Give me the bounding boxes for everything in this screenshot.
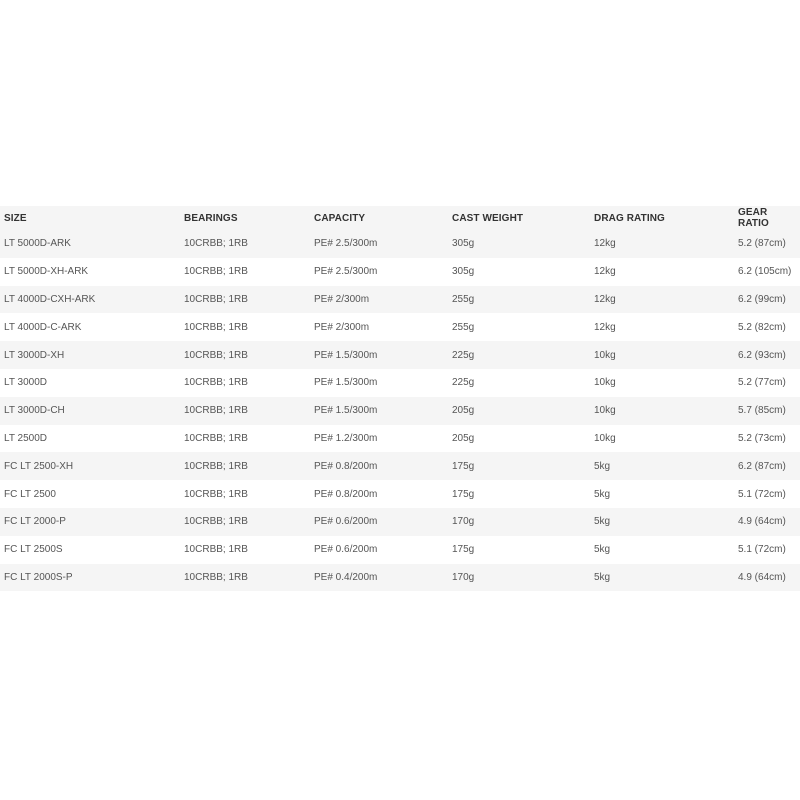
cell-capacity: PE# 0.4/200m [310,564,448,592]
header-row [0,206,800,230]
cell-drag-rating: 10kg [590,397,734,425]
cell-cast-weight: 175g [448,452,590,480]
cell-cast-weight: 225g [448,341,590,369]
cell-cast-weight: 170g [448,564,590,592]
cell-drag-rating: 5kg [590,536,734,564]
cell-size: LT 4000D-C-ARK [0,313,180,341]
cell-gear-ratio: 6.2 (87cm) [734,452,800,480]
cell-drag-rating: 12kg [590,230,734,258]
table-row [0,480,800,508]
cell-drag-rating: 10kg [590,341,734,369]
cell-bearings: 10CRBB; 1RB [180,536,310,564]
column-header-gear-ratio: GEAR RATIO [734,206,800,230]
cell-bearings: 10CRBB; 1RB [180,341,310,369]
cell-gear-ratio: 5.1 (72cm) [734,536,800,564]
table-header [0,206,800,230]
cell-capacity: PE# 0.8/200m [310,480,448,508]
cell-capacity: PE# 1.2/300m [310,425,448,453]
cell-cast-weight: 175g [448,480,590,508]
table-body [0,230,800,591]
cell-bearings: 10CRBB; 1RB [180,508,310,536]
cell-drag-rating: 5kg [590,564,734,592]
cell-gear-ratio: 5.2 (82cm) [734,313,800,341]
cell-drag-rating: 12kg [590,258,734,286]
cell-bearings: 10CRBB; 1RB [180,452,310,480]
cell-size: FC LT 2500-XH [0,452,180,480]
cell-cast-weight: 205g [448,397,590,425]
table-row [0,536,800,564]
cell-capacity: PE# 0.6/200m [310,508,448,536]
cell-size: LT 3000D [0,369,180,397]
cell-gear-ratio: 4.9 (64cm) [734,564,800,592]
cell-gear-ratio: 5.2 (73cm) [734,425,800,453]
cell-cast-weight: 205g [448,425,590,453]
cell-bearings: 10CRBB; 1RB [180,480,310,508]
cell-capacity: PE# 2/300m [310,286,448,314]
cell-gear-ratio: 5.7 (85cm) [734,397,800,425]
cell-capacity: PE# 1.5/300m [310,397,448,425]
cell-capacity: PE# 2.5/300m [310,230,448,258]
cell-cast-weight: 255g [448,313,590,341]
cell-drag-rating: 5kg [590,480,734,508]
column-header-bearings: BEARINGS [180,206,310,230]
cell-capacity: PE# 2.5/300m [310,258,448,286]
cell-size: FC LT 2500S [0,536,180,564]
cell-cast-weight: 255g [448,286,590,314]
table-row [0,452,800,480]
cell-bearings: 10CRBB; 1RB [180,369,310,397]
column-header-cast-weight: CAST WEIGHT [448,206,590,230]
column-header-size: SIZE [0,206,180,230]
cell-bearings: 10CRBB; 1RB [180,286,310,314]
cell-gear-ratio: 6.2 (99cm) [734,286,800,314]
cell-bearings: 10CRBB; 1RB [180,258,310,286]
cell-drag-rating: 5kg [590,452,734,480]
cell-cast-weight: 170g [448,508,590,536]
cell-gear-ratio: 4.9 (64cm) [734,508,800,536]
cell-drag-rating: 10kg [590,425,734,453]
cell-size: LT 5000D-XH-ARK [0,258,180,286]
cell-size: FC LT 2500 [0,480,180,508]
cell-capacity: PE# 0.8/200m [310,452,448,480]
cell-gear-ratio: 5.1 (72cm) [734,480,800,508]
cell-capacity: PE# 0.6/200m [310,536,448,564]
table-row [0,313,800,341]
cell-cast-weight: 175g [448,536,590,564]
cell-gear-ratio: 5.2 (87cm) [734,230,800,258]
cell-cast-weight: 305g [448,258,590,286]
cell-gear-ratio: 6.2 (105cm) [734,258,800,286]
cell-size: LT 3000D-XH [0,341,180,369]
cell-bearings: 10CRBB; 1RB [180,564,310,592]
table-row [0,508,800,536]
cell-bearings: 10CRBB; 1RB [180,230,310,258]
cell-gear-ratio: 6.2 (93cm) [734,341,800,369]
cell-drag-rating: 10kg [590,369,734,397]
cell-drag-rating: 12kg [590,286,734,314]
table-row [0,425,800,453]
table-row [0,258,800,286]
table-row [0,369,800,397]
cell-size: FC LT 2000-P [0,508,180,536]
cell-cast-weight: 225g [448,369,590,397]
table-row [0,341,800,369]
cell-drag-rating: 5kg [590,508,734,536]
column-header-capacity: CAPACITY [310,206,448,230]
cell-bearings: 10CRBB; 1RB [180,397,310,425]
cell-size: FC LT 2000S-P [0,564,180,592]
cell-capacity: PE# 1.5/300m [310,341,448,369]
cell-gear-ratio: 5.2 (77cm) [734,369,800,397]
cell-capacity: PE# 1.5/300m [310,369,448,397]
table-row [0,286,800,314]
cell-cast-weight: 305g [448,230,590,258]
cell-bearings: 10CRBB; 1RB [180,313,310,341]
table-row [0,230,800,258]
cell-bearings: 10CRBB; 1RB [180,425,310,453]
column-header-drag-rating: DRAG RATING [590,206,734,230]
cell-drag-rating: 12kg [590,313,734,341]
cell-size: LT 5000D-ARK [0,230,180,258]
cell-size: LT 2500D [0,425,180,453]
table-row [0,397,800,425]
spec-table [0,206,800,591]
cell-size: LT 3000D-CH [0,397,180,425]
table-row [0,564,800,592]
cell-size: LT 4000D-CXH-ARK [0,286,180,314]
cell-capacity: PE# 2/300m [310,313,448,341]
